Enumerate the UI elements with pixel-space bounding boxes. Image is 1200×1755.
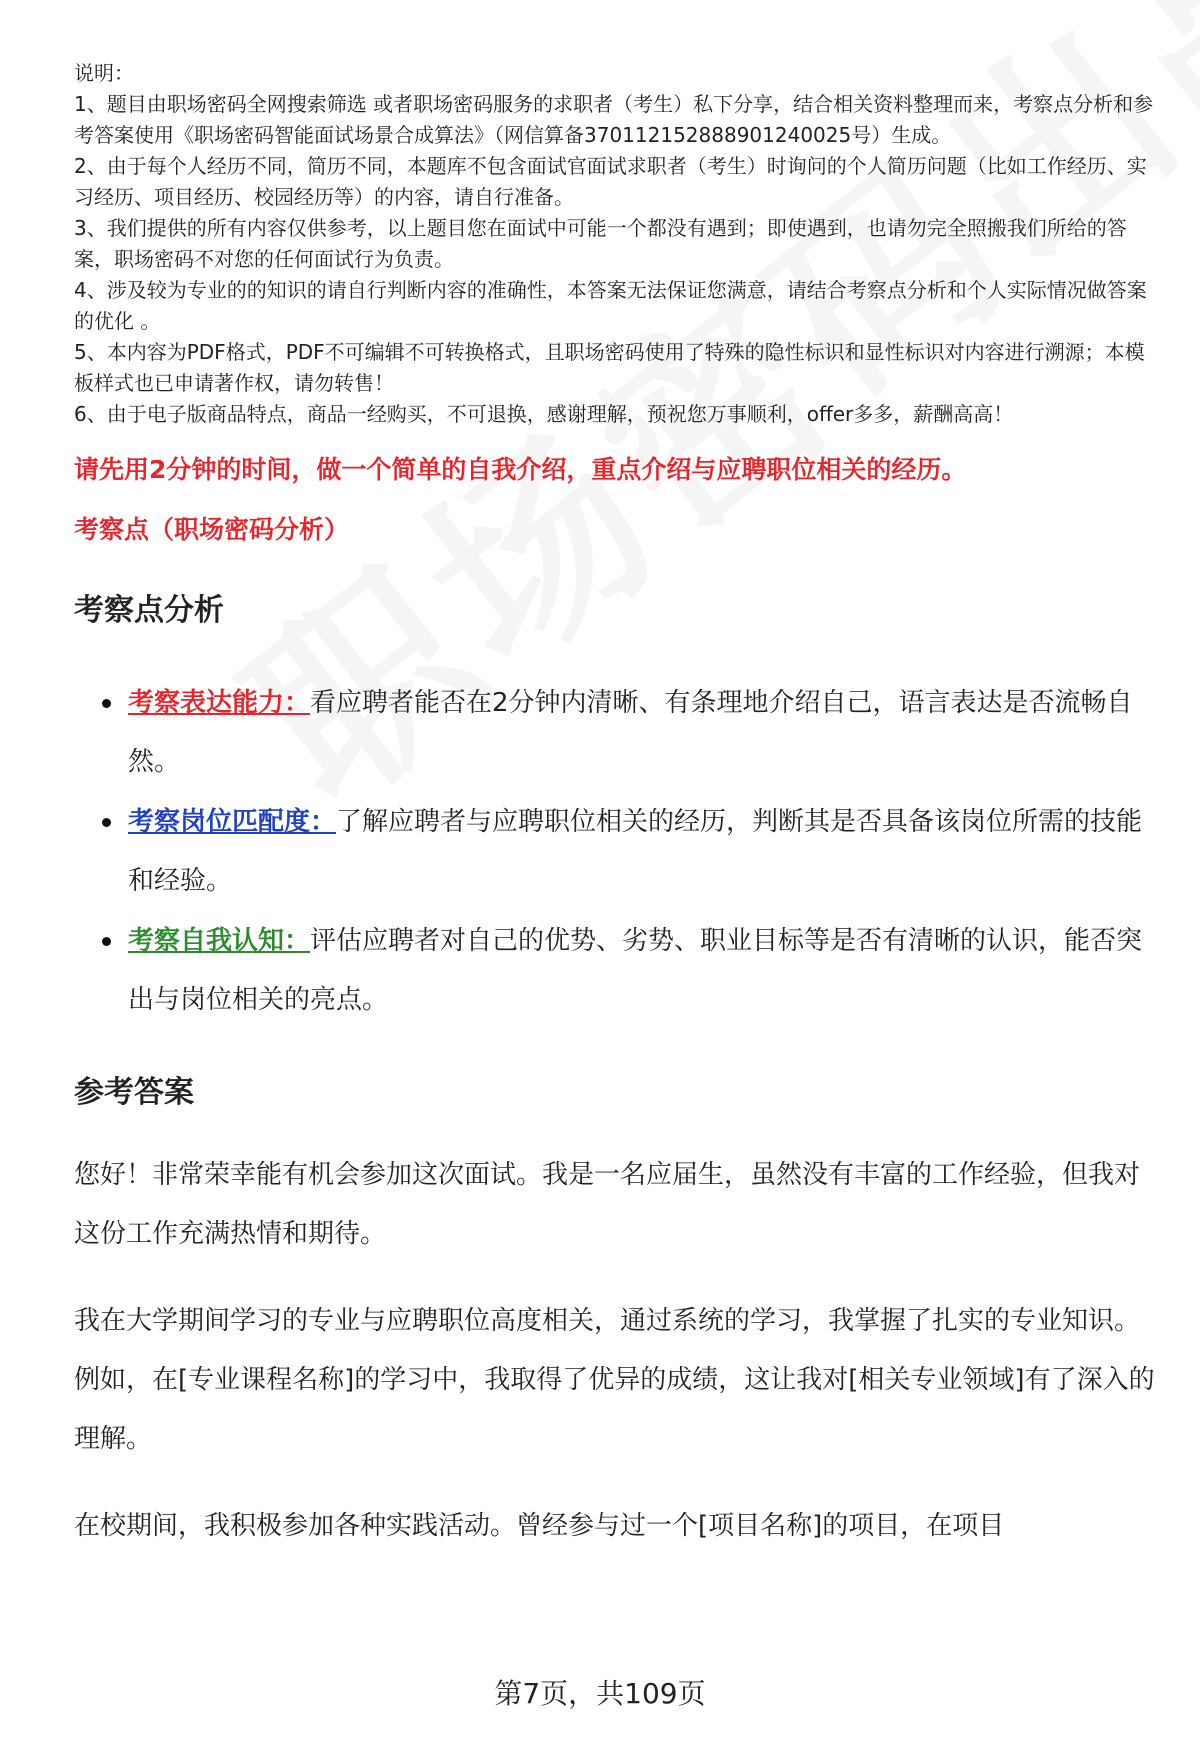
answer-paragraph: 您好！非常荣幸能有机会参加这次面试。我是一名应届生，虽然没有丰富的工作经验，但我对这份工作充满热情和期待。 [74, 1160, 1141, 1249]
bullet-icon [102, 937, 111, 946]
answer-paragraph: 在校期间，我积极参加各种实践活动。曾经参与过一个[项目名称]的项目，在项目 [74, 1511, 1005, 1541]
assessment-label: 考察点（职场密码分析） [74, 515, 350, 544]
note-item: 1、题目由职场密码全网搜索筛选 或者职场密码服务的求职者（考生）私下分享，结合相关资料整理而来，考察点分析和参考答案使用《职场密码智能面试场景合成算法》（网信算备370112152888901240025号）生成。 [74, 92, 1154, 147]
analysis-point [74, 912, 1160, 1030]
note-item: 5、本内容为PDF格式，PDF不可编辑不可转换格式，且职场密码使用了特殊的隐性标识和显性标识对内容进行溯源；本模板样式也已申请著作权，请勿转售！ [74, 340, 1145, 395]
analysis-point [74, 793, 1160, 911]
point-text: 评估应聘者对自己的优势、劣势、职业目标等是否有清晰的认识，能否突出与岗位相关的亮点。 [128, 926, 1143, 1015]
bullet-icon [102, 699, 111, 708]
note-item: 2、由于每个人经历不同，简历不同，本题库不包含面试官面试求职者（考生）时询问的个人简历问题（比如工作经历、实习经历、项目经历、校园经历等）的内容，请自行准备。 [74, 154, 1147, 209]
note-item: 4、涉及较为专业的的知识的请自行判断内容的准确性，本答案无法保证您满意，请结合考察点分析和个人实际情况做答案的优化 。 [74, 278, 1147, 333]
disclaimer-notes [74, 58, 1160, 430]
point-label: 考察表达能力： [128, 688, 311, 718]
note-item: 6、由于电子版商品特点，商品一经购买，不可退换，感谢理解，预祝您万事顺利，offer多多，薪酬高高！ [74, 402, 1014, 426]
bullet-icon [102, 818, 111, 827]
point-label: 考察自我认知： [128, 926, 311, 956]
interview-question: 请先用2分钟的时间，做一个简单的自我介绍，重点介绍与应聘职位相关的经历。 [74, 455, 967, 484]
analysis-title: 考察点分析 [74, 593, 224, 628]
reference-answer [74, 1146, 1160, 1556]
answer-paragraph: 我在大学期间学习的专业与应聘职位高度相关，通过系统的学习，我掌握了扎实的专业知识。例如，在[专业课程名称]的学习中，我取得了优异的成绩，这让我对[相关专业领域]有了深入的理解。 [74, 1306, 1155, 1454]
document-page [74, 58, 1160, 1556]
point-label: 考察岗位匹配度： [128, 807, 337, 837]
note-item: 3、我们提供的所有内容仅供参考，以上题目您在面试中可能一个都没有遇到；即使遇到，也请勿完全照搬我们所给的答案，职场密码不对您的任何面试行为负责。 [74, 216, 1127, 271]
page-number: 第7页，共109页 [494, 1677, 706, 1710]
analysis-points [74, 674, 1160, 1030]
notes-heading: 说明： [74, 61, 134, 85]
analysis-point [74, 674, 1160, 792]
point-text: 看应聘者能否在2分钟内清晰、有条理地介绍自己，语言表达是否流畅自然。 [128, 688, 1133, 777]
point-text: 了解应聘者与应聘职位相关的经历，判断其是否具备该岗位所需的技能和经验。 [128, 807, 1143, 896]
answer-title: 参考答案 [74, 1075, 194, 1110]
